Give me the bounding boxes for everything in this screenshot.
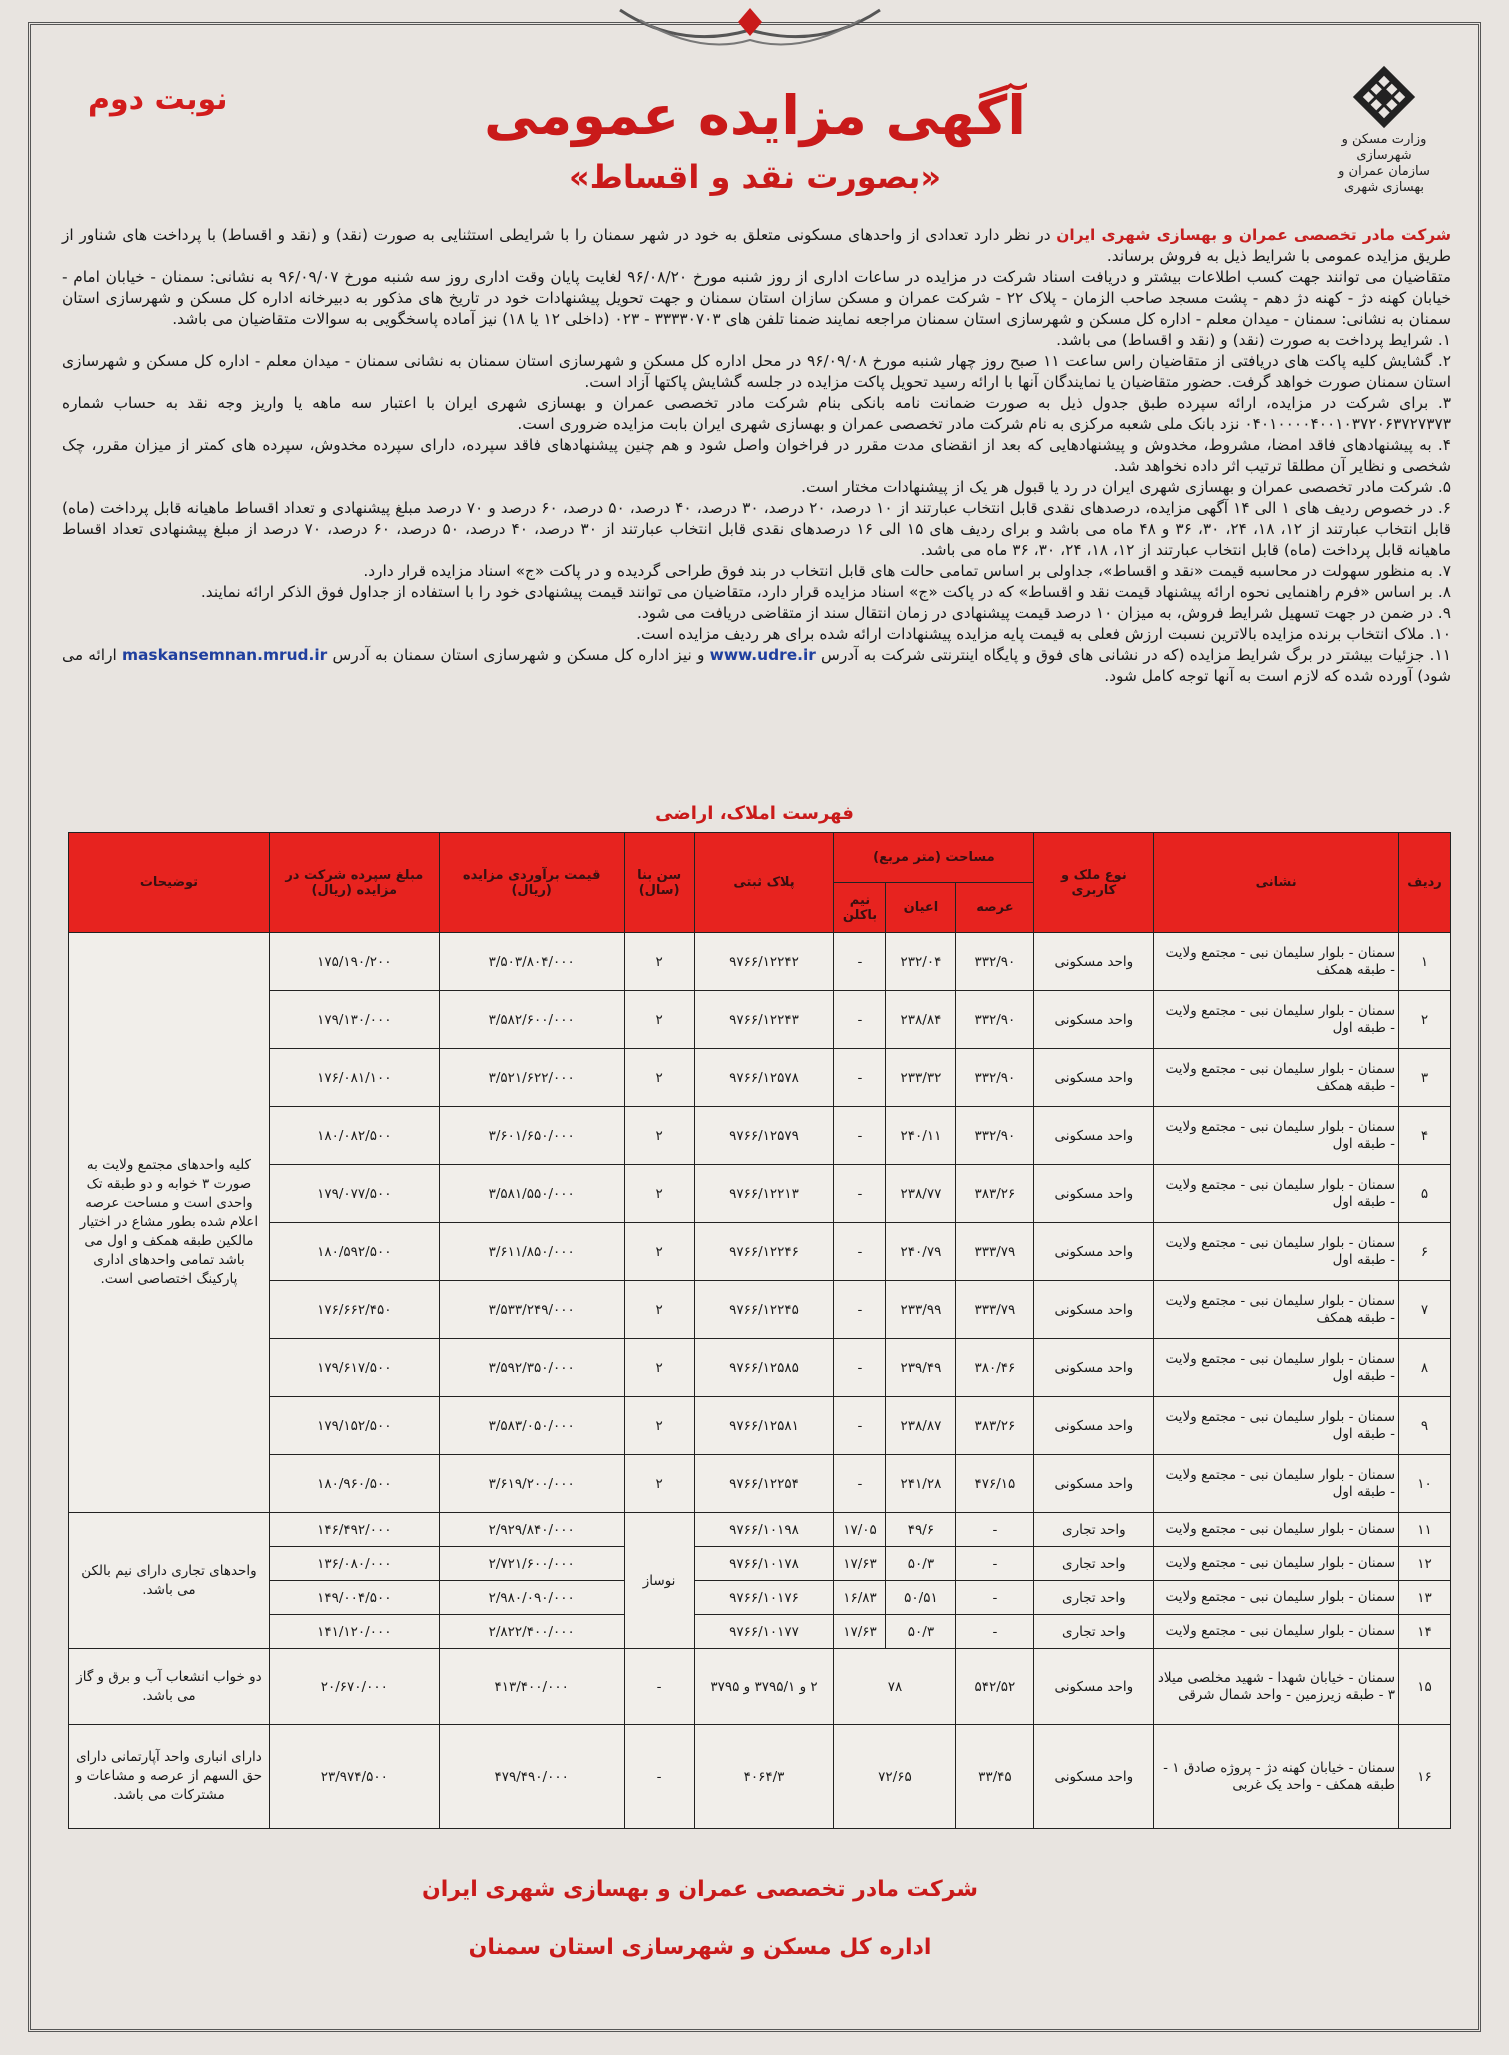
cell-deposit: ۱۸۰/۰۸۲/۵۰۰ [269,1107,439,1165]
cell-arse: ۳۳/۴۵ [956,1725,1034,1829]
col-area: مساحت (متر مربع) [834,833,1034,883]
cell-plate: ۹۷۶۶/۱۲۵۷۸ [694,1049,834,1107]
cell-arse: ۳۳۳/۷۹ [956,1281,1034,1339]
cell-row: ۵ [1399,1165,1451,1223]
cell-ayan: ۲۳۸/۸۷ [886,1397,956,1455]
logo-org-name: سازمان عمران و بهسازی شهری [1338,164,1430,195]
cell-notes: کلیه واحدهای مجتمع ولایت به صورت ۳ خوابه و دو طبقه تک واحدی است و مساحت عرصه اعلام شده بطور مشاع در اختیار مالکین طبقه همکف و اول می باشد تمامی واحدهای اداری پارکینگ اختصاصی است. [69,933,270,1513]
intro-paragraph [62,225,1451,267]
cell-type: واحد مسکونی [1034,991,1154,1049]
cell-basement: ۱۷/۶۳ [834,1547,886,1581]
table-row [69,1513,1451,1547]
col-address: نشانی [1154,833,1399,933]
cell-basement: ۱۶/۸۳ [834,1581,886,1615]
cell-age: ۲ [624,991,694,1049]
cell-plate: ۹۷۶۶/۱۲۵۸۵ [694,1339,834,1397]
cell-ayan: ۷۸ [834,1649,956,1725]
cell-arse: - [956,1581,1034,1615]
cell-row: ۱۴ [1399,1615,1451,1649]
col-notes: توضیحات [69,833,270,933]
cell-type: واحد تجاری [1034,1513,1154,1547]
condition-item: ۱۰. ملاک انتخاب برنده مزایده بالاترین نسبت ارزش فعلی به قیمت پایه مزایده پیشنهادات ارائه شده برای هر ردیف مزایده است. [636,625,1451,643]
cell-type: واحد مسکونی [1034,1107,1154,1165]
cell-price: ۲/۹۲۹/۸۴۰/۰۰۰ [439,1513,624,1547]
cell-row: ۹ [1399,1397,1451,1455]
table-row [69,1649,1451,1725]
cell-plate: ۹۷۶۶/۱۲۲۱۳ [694,1165,834,1223]
table-row [69,1281,1451,1339]
cell-deposit: ۱۴۹/۰۰۴/۵۰۰ [269,1581,439,1615]
table-row [69,1165,1451,1223]
cell-age: ۲ [624,1281,694,1339]
cell-row: ۷ [1399,1281,1451,1339]
cell-row: ۱۶ [1399,1725,1451,1829]
cell-price: ۲/۸۲۲/۴۰۰/۰۰۰ [439,1615,624,1649]
cell-address: سمنان - خیابان کهنه دژ - پروژه صادق ۱ - طبقه همکف - واحد یک غربی [1154,1725,1399,1829]
table-row [69,1455,1451,1513]
cell-arse: ۳۳۳/۷۹ [956,1223,1034,1281]
cell-plate: ۹۷۶۶/۱۲۲۴۵ [694,1281,834,1339]
cell-deposit: ۱۷۹/۶۱۷/۵۰۰ [269,1339,439,1397]
udre-link[interactable]: www.udre.ir [709,646,816,664]
cell-plate: ۹۷۶۶/۱۰۱۷۷ [694,1615,834,1649]
cell-type: واحد مسکونی [1034,1649,1154,1725]
cell-row: ۱۳ [1399,1581,1451,1615]
ministry-logo-icon [1349,62,1419,132]
table-row [69,991,1451,1049]
condition11-post: ارائه می شود) آورده شده که لازم است به آنها توجه کامل شود. [62,646,1451,685]
table-row [69,1615,1451,1649]
cell-arse: ۳۸۳/۲۶ [956,1165,1034,1223]
cell-type: واحد تجاری [1034,1547,1154,1581]
logo-ministry-name: وزارت مسکن و شهرسازی [1341,132,1427,163]
cell-type: واحد مسکونی [1034,933,1154,991]
cell-deposit: ۱۷۶/۰۸۱/۱۰۰ [269,1049,439,1107]
cell-basement: - [834,1281,886,1339]
cell-ayan: ۲۳۲/۰۴ [886,933,956,991]
table-row [69,1049,1451,1107]
cell-price: ۳/۵۹۲/۳۵۰/۰۰۰ [439,1339,624,1397]
cell-deposit: ۲۳/۹۷۴/۵۰۰ [269,1725,439,1829]
cell-ayan: ۲۳۸/۷۷ [886,1165,956,1223]
table-row [69,1397,1451,1455]
cell-row: ۱۰ [1399,1455,1451,1513]
condition-item: ۸. بر اساس «فرم راهنمایی نحوه ارائه پیشنهاد قیمت نقد و اقساط» که در پاکت «ج» اسناد مزایده قرار دارد، متقاضیان می توانند قیمت پیشنهادی خود را با استفاده از جداول فوق الذکر ارائه نمایند. [200,583,1451,601]
cell-plate: ۲ و ۳۷۹۵/۱ و ۳۷۹۵ [694,1649,834,1725]
cell-basement: - [834,933,886,991]
cell-row: ۴ [1399,1107,1451,1165]
cell-basement: - [834,1339,886,1397]
cell-address: سمنان - بلوار سلیمان نبی - مجتمع ولایت - طبقه اول [1154,1339,1399,1397]
cell-deposit: ۱۸۰/۹۶۰/۵۰۰ [269,1455,439,1513]
cell-row: ۱ [1399,933,1451,991]
cell-ayan: ۵۰/۵۱ [886,1581,956,1615]
top-ornament [600,0,900,60]
cell-address: سمنان - بلوار سلیمان نبی - مجتمع ولایت [1154,1581,1399,1615]
cell-row: ۶ [1399,1223,1451,1281]
cell-price: ۳/۶۱۱/۸۵۰/۰۰۰ [439,1223,624,1281]
cell-ayan: ۲۳۹/۴۹ [886,1339,956,1397]
cell-deposit: ۱۳۶/۰۸۰/۰۰۰ [269,1547,439,1581]
cell-price: ۴۱۳/۴۰۰/۰۰۰ [439,1649,624,1725]
cell-price: ۴۷۹/۴۹۰/۰۰۰ [439,1725,624,1829]
round-label: نوبت دوم [88,82,228,117]
col-age: سن بنا (سال) [624,833,694,933]
cell-arse: ۳۸۳/۲۶ [956,1397,1034,1455]
cell-plate: ۹۷۶۶/۱۰۱۷۸ [694,1547,834,1581]
cell-arse: ۳۸۰/۴۶ [956,1339,1034,1397]
table-header-row [69,833,1451,883]
cell-basement: - [834,1455,886,1513]
cell-age: ۲ [624,1107,694,1165]
col-plate: پلاک ثبتی [694,833,834,933]
cell-deposit: ۱۷۹/۰۷۷/۵۰۰ [269,1165,439,1223]
cell-price: ۳/۵۸۳/۰۵۰/۰۰۰ [439,1397,624,1455]
cell-notes: دارای انباری واحد آپارتمانی دارای حق السهم از عرصه و مشاعات و مشترکات می باشد. [69,1725,270,1829]
ad-body [62,225,1451,687]
condition11-text: ۱۱. جزئیات بیشتر در برگ شرایط مزایده (که در نشانی های فوق و پایگاه اینترنتی شرکت به آدرس [821,646,1451,664]
table-row [69,1725,1451,1829]
cell-plate: ۹۷۶۶/۱۲۵۸۱ [694,1397,834,1455]
cell-ayan: ۲۳۳/۹۹ [886,1281,956,1339]
cell-age: ۲ [624,1165,694,1223]
cell-deposit: ۱۷۹/۱۵۲/۵۰۰ [269,1397,439,1455]
col-arse: عرصه [956,883,1034,933]
company-name: شرکت مادر تخصصی عمران و بهسازی شهری ایران [1056,226,1452,244]
cell-deposit: ۱۸۰/۵۹۲/۵۰۰ [269,1223,439,1281]
cell-basement: ۱۷/۰۵ [834,1513,886,1547]
cell-type: واحد مسکونی [1034,1223,1154,1281]
cell-deposit: ۱۴۶/۴۹۲/۰۰۰ [269,1513,439,1547]
cell-type: واحد مسکونی [1034,1339,1154,1397]
cell-address: سمنان - بلوار سلیمان نبی - مجتمع ولایت - طبقه همکف [1154,1281,1399,1339]
cell-address: سمنان - بلوار سلیمان نبی - مجتمع ولایت - طبقه همکف [1154,1049,1399,1107]
cell-ayan: ۵۰/۳ [886,1547,956,1581]
condition-item: ۶. در خصوص ردیف های ۱ الی ۱۴ آگهی مزایده، درصدهای نقدی قابل انتخاب عبارتند از ۱۰ درصد، ۲۰ درصد، ۳۰ درصد، ۴۰ درصد، ۵۰ درصد، ۶۰ درصد و ۷۰ درصد مبلغ پیشنهادی و تعداد اقساط ماهیانه قابل پرداخت (ماه) قابل انتخاب عبارتند از ۱۲، ۱۸، ۲۴، ۳۰، ۳۶ و ۴۸ ماه می باشد و برای ردیف های ۱۵ الی ۱۶ درصدهای نقدی قابل انتخاب عبارتند از ۳۰ درصد، ۴۰ درصد، ۵۰ درصد، ۶۰ درصد، ۷۰ درصد از مبلغ پیشنهادی تعداد اقساط ماهیانه قابل پرداخت (ماه) قابل انتخاب عبارتند از ۱۲، ۱۸، ۲۴، ۳۰، ۳۶ ماه می باشد. [62,499,1452,559]
cell-type: واحد مسکونی [1034,1281,1154,1339]
cell-ayan: ۷۲/۶۵ [834,1725,956,1829]
footer-office: اداره کل مسکن و شهرسازی استان سمنان [468,1935,932,1960]
cell-price: ۳/۶۰۱/۶۵۰/۰۰۰ [439,1107,624,1165]
cell-notes: دو خواب انشعاب آب و برق و گاز می باشد. [69,1649,270,1725]
condition-item: ۲. گشایش کلیه پاکت های دریافتی از متقاضیان راس ساعت ۱۱ صبح روز چهار شنبه مورخ ۹۶/۰۹/۰۸ در محل اداره کل مسکن و شهرسازی استان سمنان به نشانی سمنان - میدان معلم - اداره کل مسکن و شهرسازی استان سمنان صورت خواهد گرفت. حضور متقاضیان یا نمایندگان آنها با ارائه رسید تحویل پاکت مزایده در جلسه گشایش پاکتها آزاد است. [62,352,1451,391]
table-row [69,1547,1451,1581]
cell-basement: - [834,1049,886,1107]
cell-basement: - [834,991,886,1049]
condition-item: ۷. به منظور سهولت در محاسبه قیمت «نقد و اقساط»، جداولی بر اساس تمامی حالت های قابل انتخاب در بند فوق طراحی گردیده و در پاکت «ج» اسناد مزایده قرار دارد. [363,562,1451,580]
cell-plate: ۹۷۶۶/۱۲۲۴۲ [694,933,834,991]
cell-price: ۳/۵۸۲/۶۰۰/۰۰۰ [439,991,624,1049]
cell-address: سمنان - بلوار سلیمان نبی - مجتمع ولایت [1154,1615,1399,1649]
cell-type: واحد تجاری [1034,1615,1154,1649]
cell-row: ۱۲ [1399,1547,1451,1581]
cell-deposit: ۱۴۱/۱۲۰/۰۰۰ [269,1615,439,1649]
cell-basement: - [834,1223,886,1281]
cell-notes: واحدهای تجاری دارای نیم بالکن می باشد. [69,1513,270,1649]
cell-deposit: ۱۷۵/۱۹۰/۲۰۰ [269,933,439,991]
cell-price: ۳/۵۳۳/۲۴۹/۰۰۰ [439,1281,624,1339]
cell-row: ۱۱ [1399,1513,1451,1547]
condition-item: ۴. به پیشنهادهای فاقد امضا، مشروط، مخدوش و پیشنهادهایی که بعد از انقضای مدت مقرر در فراخوان واصل شود و هم چنین پیشنهادهای فاقد سپرده، دارای سپرده مخدوش، سپرده های کمتر از میزان مقرر، چک شخصی و نظایر آن مطلقا ترتیب اثر داده نخواهد شد. [62,436,1451,475]
cell-arse: - [956,1615,1034,1649]
cell-age: ۲ [624,1223,694,1281]
ministry-logo [1329,62,1439,196]
col-price: قیمت برآوردی مزایده (ریال) [439,833,624,933]
cell-price: ۳/۵۸۱/۵۵۰/۰۰۰ [439,1165,624,1223]
cell-address: سمنان - بلوار سلیمان نبی - مجتمع ولایت - طبقه اول [1154,1107,1399,1165]
maskan-link[interactable]: maskansemnan.mrud.ir [122,646,328,664]
table-row [69,933,1451,991]
cell-type: واحد مسکونی [1034,1397,1154,1455]
cell-address: سمنان - بلوار سلیمان نبی - مجتمع ولایت - طبقه اول [1154,991,1399,1049]
cell-plate: ۹۷۶۶/۱۲۲۴۶ [694,1223,834,1281]
cell-plate: ۹۷۶۶/۱۲۲۴۳ [694,991,834,1049]
cell-arse: ۳۳۲/۹۰ [956,933,1034,991]
cell-basement: - [834,1397,886,1455]
cell-price: ۳/۶۱۹/۲۰۰/۰۰۰ [439,1455,624,1513]
cell-plate: ۹۷۶۶/۱۲۲۵۴ [694,1455,834,1513]
table-row [69,1107,1451,1165]
footer-company: شرکت مادر تخصصی عمران و بهسازی شهری ایران [421,1877,979,1902]
cell-ayan: ۴۹/۶ [886,1513,956,1547]
cell-type: واحد تجاری [1034,1581,1154,1615]
cell-basement: - [834,1107,886,1165]
cell-ayan: ۲۳۳/۳۲ [886,1049,956,1107]
cell-type: واحد مسکونی [1034,1165,1154,1223]
condition-item-11 [62,645,1451,687]
cell-row: ۸ [1399,1339,1451,1397]
page-title: آگهی مزایده عمومی [484,84,1026,147]
cell-age: - [624,1725,694,1829]
cell-ayan: ۲۴۰/۱۱ [886,1107,956,1165]
cell-deposit: ۱۷۹/۱۳۰/۰۰۰ [269,991,439,1049]
info-paragraph: متقاضیان می توانند جهت کسب اطلاعات بیشتر و دریافت اسناد شرکت در مزایده در ساعات اداری از روز شنبه مورخ ۹۶/۰۸/۲۰ لغایت پایان وقت اداری روز سه شنبه مورخ ۹۶/۰۹/۰۷ به نشانی: سمنان - خیابان امام - خیابان کهنه دژ - کهنه دژ دهم - پشت مسجد صاحب الزمان - پلاک ۲۲ - شرکت عمران و مسکن سازان استان سمنان و جهت تحویل پیشنهادات خود در تاریخ های مذکور به دبیرخانه اداره کل مسکن و شهرسازی استان سمنان به نشانی: سمنان - میدان معلم - اداره کل مسکن و شهرسازی استان سمنان مراجعه نمایند ضمنا تلفن های ۳۳۳۳۰۷۰۳ - ۰۲۳ (داخلی ۱۲ یا ۱۸) نیز آماده پاسخگویی به سوالات متقاضیان می باشد. [62,268,1451,328]
cell-ayan: ۲۳۸/۸۴ [886,991,956,1049]
cell-address: سمنان - بلوار سلیمان نبی - مجتمع ولایت - طبقه اول [1154,1223,1399,1281]
cell-basement: ۱۷/۶۳ [834,1615,886,1649]
property-table [68,832,1451,1829]
cell-plate: ۹۷۶۶/۱۲۵۷۹ [694,1107,834,1165]
cell-type: واحد مسکونی [1034,1049,1154,1107]
cell-arse: ۳۳۲/۹۰ [956,1049,1034,1107]
cell-plate: ۹۷۶۶/۱۰۱۷۶ [694,1581,834,1615]
cell-type: واحد مسکونی [1034,1455,1154,1513]
cell-ayan: ۵۰/۳ [886,1615,956,1649]
cell-row: ۲ [1399,991,1451,1049]
cell-age: ۲ [624,1049,694,1107]
cell-address: سمنان - بلوار سلیمان نبی - مجتمع ولایت - طبقه اول [1154,1397,1399,1455]
col-basement: نیم باکلن [834,883,886,933]
cell-age: - [624,1649,694,1725]
cell-arse: ۳۳۲/۹۰ [956,1107,1034,1165]
intro-text: در نظر دارد تعدادی از واحدهای مسکونی متعلق به خود در شهر سمنان را با شرایطی استثنایی به صورت (نقد) و (نقد و اقساط) با پرداخت های شناور از طریق مزایده عمومی با شرایط ذیل به فروش برساند. [62,226,1451,265]
cell-address: سمنان - بلوار سلیمان نبی - مجتمع ولایت - طبقه اول [1154,1165,1399,1223]
cell-price: ۲/۷۲۱/۶۰۰/۰۰۰ [439,1547,624,1581]
col-row: ردیف [1399,833,1451,933]
col-deposit: مبلغ سپرده شرکت در مزایده (ریال) [269,833,439,933]
col-type: نوع ملک و کاربری [1034,833,1154,933]
cell-age: ۲ [624,1339,694,1397]
cell-deposit: ۲۰/۶۷۰/۰۰۰ [269,1649,439,1725]
page-subtitle: «بصورت نقد و اقساط» [568,158,942,196]
condition11-mid: و نیز اداره کل مسکن و شهرسازی استان سمنان به آدرس [332,646,705,664]
cell-ayan: ۲۴۱/۲۸ [886,1455,956,1513]
cell-deposit: ۱۷۶/۶۶۲/۴۵۰ [269,1281,439,1339]
cell-address: سمنان - بلوار سلیمان نبی - مجتمع ولایت - طبقه همکف [1154,933,1399,991]
table-row [69,1339,1451,1397]
table-row [69,1223,1451,1281]
cell-address: سمنان - بلوار سلیمان نبی - مجتمع ولایت [1154,1513,1399,1547]
cell-row: ۱۵ [1399,1649,1451,1725]
cell-arse: ۳۳۲/۹۰ [956,991,1034,1049]
cell-type: واحد مسکونی [1034,1725,1154,1829]
cell-price: ۳/۵۰۳/۸۰۴/۰۰۰ [439,933,624,991]
cell-ayan: ۲۴۰/۷۹ [886,1223,956,1281]
cell-age: ۲ [624,1455,694,1513]
cell-arse: ۵۴۲/۵۲ [956,1649,1034,1725]
cell-row: ۳ [1399,1049,1451,1107]
cell-price: ۲/۹۸۰/۰۹۰/۰۰۰ [439,1581,624,1615]
table-row [69,1581,1451,1615]
cell-arse: - [956,1547,1034,1581]
cell-plate: ۴۰۶۴/۳ [694,1725,834,1829]
cell-arse: - [956,1513,1034,1547]
cell-age: ۲ [624,933,694,991]
cell-plate: ۹۷۶۶/۱۰۱۹۸ [694,1513,834,1547]
condition-item: ۵. شرکت مادر تخصصی عمران و بهسازی شهری ایران در رد یا قبول هر یک از پیشنهادات مختار است. [801,478,1451,496]
cell-address: سمنان - بلوار سلیمان نبی - مجتمع ولایت - طبقه اول [1154,1455,1399,1513]
cell-address: سمنان - بلوار سلیمان نبی - مجتمع ولایت [1154,1547,1399,1581]
col-ayan: اعیان [886,883,956,933]
cell-age: نوساز [624,1513,694,1649]
cell-price: ۳/۵۲۱/۶۲۲/۰۰۰ [439,1049,624,1107]
property-list-title: فهرست املاک، اراضی [655,803,854,824]
cell-address: سمنان - خیابان شهدا - شهید مخلصی میلاد ۳ - طبقه زیرزمین - واحد شمال شرقی [1154,1649,1399,1725]
condition-item: ۱. شرایط پرداخت به صورت (نقد) و (نقد و اقساط) می باشد. [1056,331,1451,349]
cell-age: ۲ [624,1397,694,1455]
cell-arse: ۴۷۶/۱۵ [956,1455,1034,1513]
condition-item: ۳. برای شرکت در مزایده، ارائه سپرده طبق جدول ذیل به صورت ضمانت نامه بانکی بنام شرکت مادر تخصصی عمران و بهسازی شهری ایران با اعتبار سه ماهه یا واریز وجه نقد به حساب شماره ۰۴۰۱۰۰۰۰۴۰۰۱۰۳۷۲۰۶۳۷۲۷۳۷۳ نزد بانک ملی شعبه مرکزی به نام شرکت مادر تخصصی عمران و بهسازی شهری ایران بابت مزایده ضروری است. [62,394,1451,433]
cell-basement: - [834,1165,886,1223]
condition-item: ۹. در ضمن در جهت تسهیل شرایط فروش، به میزان ۱۰ درصد قیمت پیشنهادی در زمان انتقال سند از متقاضی دریافت می شود. [636,604,1451,622]
